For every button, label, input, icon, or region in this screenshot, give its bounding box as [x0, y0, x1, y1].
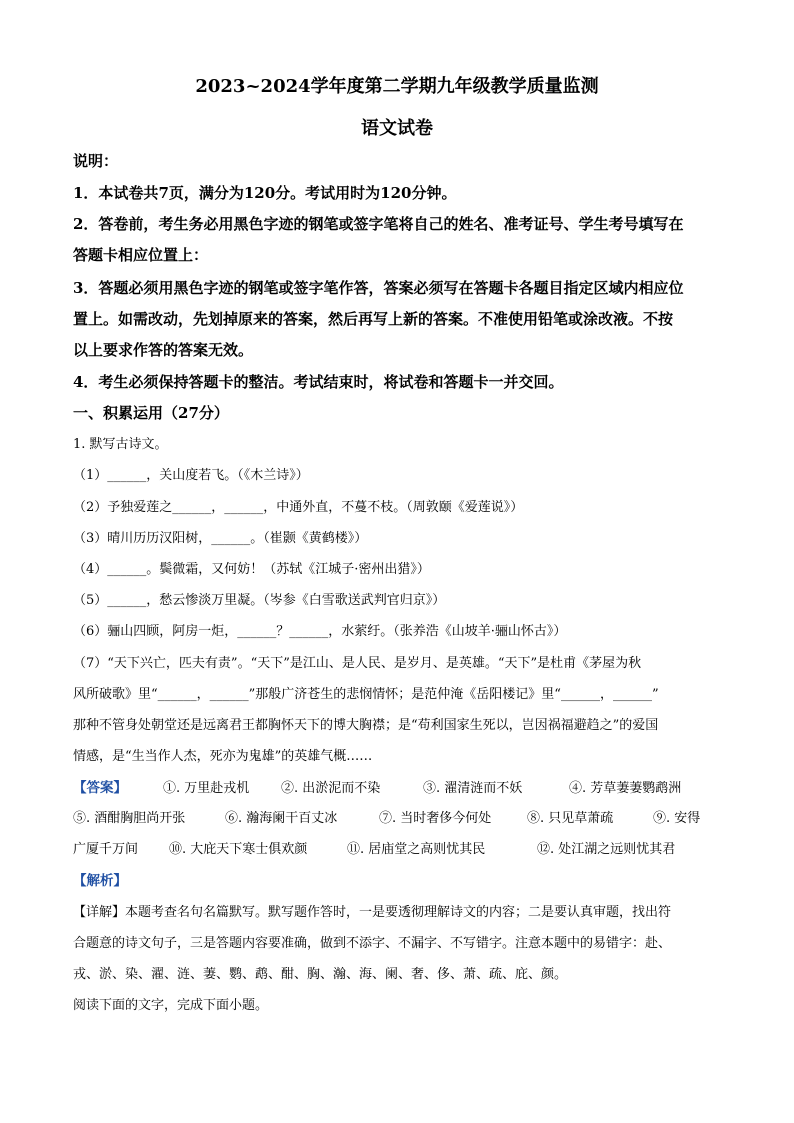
instruction-line: 置上。如需改动，先划掉原来的答案，然后再写上新的答案。不准使用铅笔或涂改液。不按 [73, 310, 674, 328]
answer-item: ①. 万里赴戎机 [163, 781, 250, 796]
answer-label: 【答案】 [73, 780, 127, 796]
answer-item: ⑦. 当时奢侈今何处 [379, 811, 492, 826]
answer-row [73, 838, 675, 857]
answer-item: ⑧. 只见草萧疏 [527, 811, 614, 826]
answer-item: ⑨. 安得 [653, 811, 701, 826]
answer-item: 广厦千万间 [73, 842, 139, 857]
instruction-line: 答题卡相应位置上： [73, 246, 209, 264]
question-item-7: （7）“天下兴亡，匹夫有责”。“天下”是江山、是人民、是岁月、是英雄。“天下”是杜甫《茅屋为秋 [73, 656, 642, 671]
question-item-7: 风所破歌》里“______，______”那般广济苍生的悲悯情怀；是范仲淹《岳阳楼记》里“______，______” [73, 687, 659, 702]
question-item-7: 那种不管身处朝堂还是远离君王都胸怀天下的博大胸襟；是“苟利国家生死以，岂因祸福避趋之”的爱国 [73, 718, 659, 733]
question-intro: 1. 默写古诗文。 [73, 437, 168, 452]
section-heading: 一、积累运用（27分） [73, 404, 229, 422]
instruction-line: 2．答卷前，考生务必用黑色字迹的钢笔或签字笔将自己的姓名、准考证号、学生考号填写在 [73, 215, 684, 233]
answer-item: ⑫. 处江湖之远则忧其君 [537, 842, 676, 857]
question-item: （2）予独爱莲之______，______，中通外直，不蔓不枝。（周敦颐《爱莲说》） [73, 500, 524, 515]
answer-row [73, 807, 700, 826]
question-item-7: 情感，是“生当作人杰，死亦为鬼雄”的英雄气概…… [73, 749, 373, 764]
instruction-line: 1．本试卷共7页，满分为120分。考试用时为120分钟。 [73, 184, 457, 202]
analysis-line: 戎、淤、染、濯、涟、萋、鹦、鹉、酣、胸、瀚、海、阑、奢、侈、萧、疏、庇、颜。 [73, 967, 568, 982]
answer-row [73, 776, 681, 796]
instruction-line: 3．答题必须用黑色字迹的钢笔或签字笔作答，答案必须写在答题卡各题目指定区域内相应位 [73, 279, 684, 297]
analysis-line: 【详解】本题考查名句名篇默写。默写题作答时，一是要透彻理解诗文的内容；二是要认真审题，找出符 [73, 905, 672, 920]
reading-prompt: 阅读下面的文字，完成下面小题。 [73, 998, 269, 1013]
answer-item: ⑥. 瀚海阑干百丈冰 [225, 811, 338, 826]
answer-item: ⑤. 酒酣胸胆尚开张 [73, 811, 186, 826]
question-item: （5）______，愁云惨淡万里凝。（岑参《白雪歌送武判官归京》） [73, 593, 446, 608]
instruction-line: 以上要求作答的答案无效。 [73, 341, 254, 359]
analysis-line: 合题意的诗文句子，三是答题内容要准确，做到不添字、不漏字、不写错字。注意本题中的易错字：赴、 [73, 936, 672, 951]
answer-item: ②. 出淤泥而不染 [281, 781, 381, 796]
question-item: （4）______。鬓微霜，又何妨！（苏轼《江城子·密州出猎》） [73, 562, 430, 577]
question-item: （3）晴川历历汉阳树，______。（崔颢《黄鹤楼》） [73, 531, 368, 546]
answer-item: ③. 濯清涟而不妖 [423, 781, 523, 796]
page-title: 2023~2024学年度第二学期九年级教学质量监测 [195, 76, 599, 97]
answer-item: ④. 芳草萋萋鹦鹉洲 [569, 781, 682, 796]
analysis-label: 【解析】 [73, 873, 127, 889]
answer-item: ⑩. 大庇天下寒士俱欢颜 [169, 842, 308, 857]
answer-item: ⑪. 居庙堂之高则忧其民 [347, 842, 486, 857]
instruction-line: 4．考生必须保持答题卡的整洁。考试结束时，将试卷和答题卡一并交回。 [73, 373, 564, 391]
page-subtitle: 语文试卷 [361, 118, 433, 139]
instructions-label: 说明： [73, 152, 119, 170]
question-item: （6）骊山四顾，阿房一炬，______？______，水萦纡。（张养浩《山坡羊·骊山怀古》） [73, 624, 567, 639]
question-item: （1）______，关山度若飞。（《木兰诗》） [73, 468, 309, 483]
